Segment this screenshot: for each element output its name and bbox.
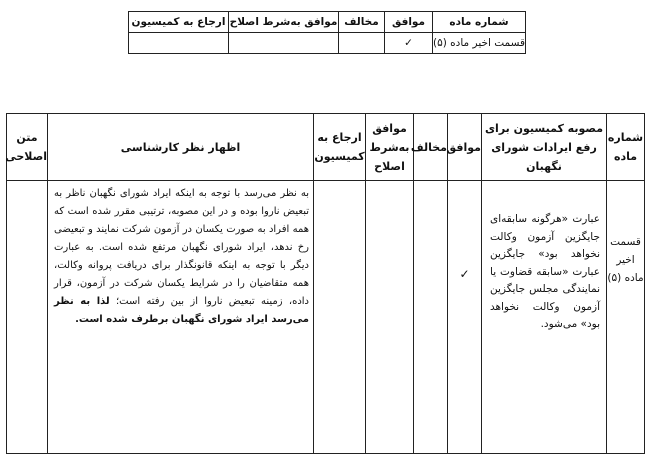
- detail-cell-commission-approval: عبارت «هرگونه سابقه‌ای جایگزین آزمون وکالت نخواهد بود» جایگزین عبارت «سابقه قضاوت یا نمایندگی مجلس جایگزین آزمون وکالت نخواهد بود» می‌شود.: [482, 181, 607, 454]
- detail-cell-oppose: [414, 181, 448, 454]
- expert-opinion-conclusion: لذا به نظر می‌رسد ایراد شورای نگهبان برطرف شده است.: [54, 296, 309, 325]
- summary-header-refer: ارجاع به کمیسیون: [129, 12, 229, 33]
- detail-header-expert-opinion: اظهار نظر کارشناسی: [48, 114, 314, 181]
- summary-cell-approve-checkmark: ✓: [385, 33, 433, 54]
- detail-header-approve: موافق: [448, 114, 482, 181]
- detail-header-article-number: شماره ماده: [607, 114, 645, 181]
- detail-cell-conditional: [366, 181, 414, 454]
- summary-header-article: شماره ماده: [433, 12, 526, 33]
- summary-cell-oppose: [339, 33, 385, 54]
- summary-header-conditional: موافق به‌شرط اصلاح: [229, 12, 339, 33]
- detail-header-refer: ارجاع به کمیسیون: [314, 114, 366, 181]
- detail-cell-approve-checkmark: ✓: [448, 181, 482, 454]
- summary-cell-conditional: [229, 33, 339, 54]
- detail-cell-amended-text: [7, 181, 48, 454]
- detail-header-row: [7, 114, 645, 181]
- summary-header-oppose: مخالف: [339, 12, 385, 33]
- detail-data-row: [7, 181, 645, 454]
- summary-data-row: [129, 33, 526, 54]
- expert-opinion-text: به نظر می‌رسد با توجه به اینکه ایراد شورای نگهبان ناظر به تبعیض ناروا بوده و در این مصوبه، ترتیبی مقرر شده است که همه افراد به صورت یکسان در آزمون شرکت نمایند و تبعیضی رخ ندهد، ایراد شورای نگهبان مرتفع شده است. به عبارت دیگر با توجه به اینکه قانونگذار برای دریافت پروانه وکالت، همه متقاضیان را در شرایط یکسان شرکت در آزمون، قرار داده، زمینه تبعیض ناروا از بین رفته است؛: [54, 188, 309, 307]
- detail-header-oppose: مخالف: [414, 114, 448, 181]
- summary-header-row: [129, 12, 526, 33]
- detail-header-commission-approval: مصوبه کمیسیون برای رفع ایرادات شورای نگهبان: [482, 114, 607, 181]
- summary-cell-refer: [129, 33, 229, 54]
- summary-table: [128, 11, 526, 54]
- detail-cell-expert-opinion: [48, 181, 314, 454]
- summary-cell-article: قسمت اخیر ماده (۵): [433, 33, 526, 54]
- detail-header-conditional: موافق به‌شرط اصلاح: [366, 114, 414, 181]
- detail-cell-article-number: قسمت اخیر ماده (۵): [607, 181, 645, 454]
- summary-header-approve: موافق: [385, 12, 433, 33]
- detail-cell-refer: [314, 181, 366, 454]
- detail-header-amended-text: متن اصلاحی: [7, 114, 48, 181]
- detail-table: [6, 113, 645, 454]
